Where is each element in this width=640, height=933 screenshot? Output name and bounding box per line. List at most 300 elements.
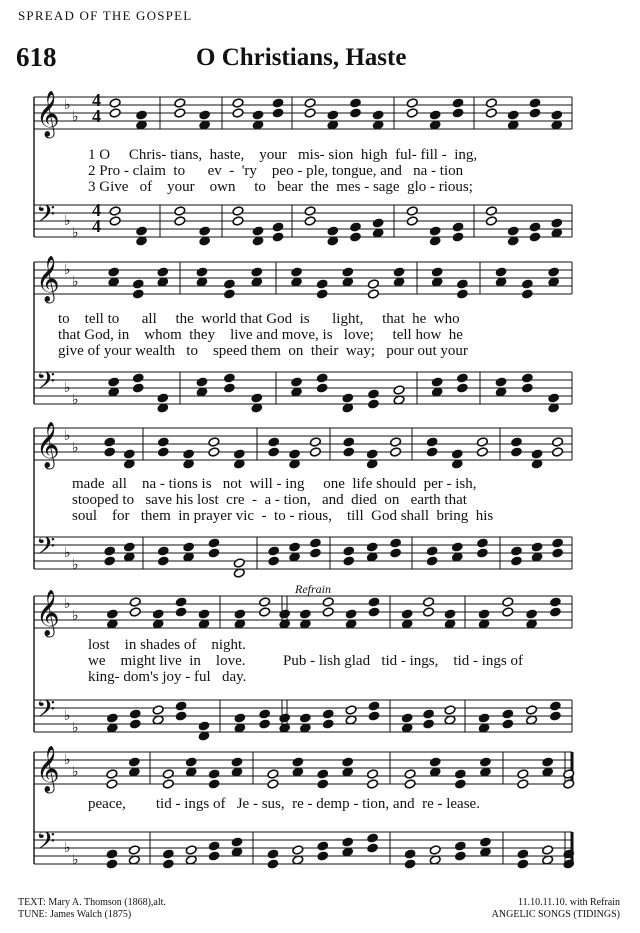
note-head — [175, 701, 187, 711]
lyric-line: king- dom's joy - ful day. — [88, 669, 247, 685]
note-head — [549, 701, 561, 711]
note-head — [404, 779, 416, 789]
text-credit: TEXT: Mary A. Thomson (1868),alt. — [18, 897, 166, 908]
note-head — [454, 841, 466, 851]
note-head — [367, 833, 379, 843]
note-head — [208, 841, 220, 851]
note-head — [252, 110, 264, 120]
note-head — [429, 110, 441, 120]
note-head — [426, 447, 438, 457]
flat-sign-icon: ♭ — [64, 708, 71, 724]
treble-clef-icon: 𝄞 — [36, 256, 60, 302]
note-head — [452, 222, 464, 232]
note-head — [322, 719, 334, 729]
note-head — [366, 449, 378, 459]
note-head — [342, 267, 354, 277]
note-head — [106, 779, 118, 789]
note-head — [531, 542, 543, 552]
note-head — [129, 597, 141, 607]
note-head — [345, 609, 357, 619]
note-head — [342, 837, 354, 847]
note-head — [511, 556, 523, 566]
treble-clef-icon: 𝄞 — [36, 422, 60, 468]
credits-right — [492, 897, 620, 921]
note-head — [372, 218, 384, 228]
lyric-line: 3 Give of your own to bear the mes - sage glo - rious; — [88, 179, 473, 195]
note-head — [390, 437, 402, 447]
section-label: SPREAD OF THE GOSPEL — [18, 8, 193, 23]
note-head — [431, 377, 443, 387]
flat-sign-icon: ♭ — [72, 764, 79, 780]
note-head — [198, 609, 210, 619]
note-head — [368, 597, 380, 607]
note-head — [268, 546, 280, 556]
bass-clef-icon: 𝄢 — [36, 200, 56, 235]
lyric-line: we might live in love. Pub - lish glad tid - ings, tid - ings of — [88, 653, 523, 669]
note-head — [304, 98, 316, 108]
flat-sign-icon: ♭ — [72, 392, 79, 408]
note-head — [162, 779, 174, 789]
note-head — [526, 609, 538, 619]
note-head — [309, 548, 321, 558]
note-head — [456, 279, 468, 289]
note-head — [208, 851, 220, 861]
note-head — [542, 757, 554, 767]
note-head — [406, 216, 418, 226]
note-head — [223, 279, 235, 289]
note-head — [350, 98, 362, 108]
note-head — [106, 859, 118, 869]
note-head — [521, 373, 533, 383]
note-head — [123, 449, 135, 459]
note-head — [132, 289, 144, 299]
note-head — [259, 719, 271, 729]
note-head — [549, 711, 561, 721]
note-head — [174, 216, 186, 226]
note-head — [183, 449, 195, 459]
meter-credit: 11.10.11.10. with Refrain — [517, 897, 620, 908]
note-head — [185, 845, 197, 855]
note-head — [444, 705, 456, 715]
note-head — [529, 222, 541, 232]
time-signature-bottom-treble: 4 — [92, 106, 101, 126]
note-head — [552, 437, 564, 447]
note-head — [521, 289, 533, 299]
note-head — [552, 538, 564, 548]
note-head — [208, 437, 220, 447]
note-head — [343, 556, 355, 566]
bass-clef-icon: 𝄢 — [36, 367, 56, 402]
note-head — [109, 98, 121, 108]
note-head — [502, 597, 514, 607]
note-head — [476, 447, 488, 457]
note-head — [109, 108, 121, 118]
note-head — [367, 289, 379, 299]
note-head — [401, 713, 413, 723]
note-head — [517, 859, 529, 869]
credits-left — [18, 897, 166, 921]
note-head — [478, 609, 490, 619]
note-head — [517, 769, 529, 779]
note-head — [444, 609, 456, 619]
flat-sign-icon: ♭ — [72, 225, 79, 241]
note-head — [502, 719, 514, 729]
note-head — [136, 110, 148, 120]
note-head — [259, 607, 271, 617]
note-head — [316, 373, 328, 383]
treble-clef-icon: 𝄞 — [36, 746, 60, 792]
note-head — [451, 542, 463, 552]
lyric-line: 2 Pro - claim to ev - 'ry peo - ple, tongue, and na - tion — [88, 163, 464, 179]
note-head — [292, 845, 304, 855]
note-head — [152, 705, 164, 715]
bass-clef-icon: 𝄢 — [36, 532, 56, 567]
note-head — [272, 222, 284, 232]
note-head — [454, 769, 466, 779]
lyric-line: made all na - tions is not will - ing one life should per - ish, — [72, 476, 477, 492]
note-head — [223, 289, 235, 299]
lyric-line: to tell to all the world that God is light, that he who — [58, 311, 460, 327]
note-head — [322, 607, 334, 617]
note-head — [511, 546, 523, 556]
note-head — [342, 393, 354, 403]
note-head — [234, 609, 246, 619]
note-head — [479, 837, 491, 847]
note-head — [128, 845, 140, 855]
lyric-line: 1 O Chris- tians, haste, your mis- sion high ful- fill - ing, — [88, 147, 478, 163]
flat-sign-icon: ♭ — [72, 440, 79, 456]
note-head — [316, 289, 328, 299]
note-head — [529, 232, 541, 242]
note-head — [529, 108, 541, 118]
note-head — [552, 447, 564, 457]
note-head — [267, 779, 279, 789]
note-head — [268, 437, 280, 447]
treble-clef-icon: 𝄞 — [36, 91, 60, 137]
note-head — [289, 449, 301, 459]
note-head — [426, 546, 438, 556]
lyric-line: soul for them in prayer vic - to - rious, till God shall bring his — [72, 508, 494, 524]
note-head — [316, 383, 328, 393]
note-head — [521, 383, 533, 393]
note-head — [106, 609, 118, 619]
lyric-line: give of your wealth to speed them on their way; pour out your — [58, 343, 468, 359]
note-head — [231, 757, 243, 767]
note-head — [259, 597, 271, 607]
note-head — [551, 218, 563, 228]
flat-sign-icon: ♭ — [64, 213, 71, 229]
note-head — [268, 447, 280, 457]
note-head — [132, 373, 144, 383]
note-head — [521, 279, 533, 289]
note-head — [350, 108, 362, 118]
note-head — [485, 216, 497, 226]
note-head — [251, 267, 263, 277]
flat-sign-icon: ♭ — [64, 752, 71, 768]
note-head — [456, 289, 468, 299]
note-head — [343, 437, 355, 447]
note-head — [291, 377, 303, 387]
note-head — [272, 108, 284, 118]
note-head — [429, 845, 441, 855]
note-head — [304, 108, 316, 118]
note-head — [196, 267, 208, 277]
refrain-label: Refrain — [295, 582, 331, 596]
note-head — [208, 769, 220, 779]
note-head — [367, 843, 379, 853]
flat-sign-icon: ♭ — [72, 720, 79, 736]
note-head — [304, 216, 316, 226]
note-head — [345, 705, 357, 715]
note-head — [451, 449, 463, 459]
flat-sign-icon: ♭ — [64, 545, 71, 561]
note-head — [233, 558, 245, 568]
note-head — [542, 845, 554, 855]
note-head — [299, 713, 311, 723]
note-head — [368, 607, 380, 617]
note-head — [106, 849, 118, 859]
note-head — [393, 385, 405, 395]
note-head — [423, 709, 435, 719]
note-head — [104, 437, 116, 447]
note-head — [291, 267, 303, 277]
note-head — [526, 705, 538, 715]
note-head — [343, 546, 355, 556]
note-head — [267, 849, 279, 859]
note-head — [452, 232, 464, 242]
note-head — [406, 206, 418, 216]
note-head — [232, 98, 244, 108]
flat-sign-icon: ♭ — [72, 852, 79, 868]
note-head — [174, 98, 186, 108]
time-signature-bottom-bass: 4 — [92, 216, 101, 236]
note-head — [157, 267, 169, 277]
note-head — [367, 389, 379, 399]
note-head — [426, 437, 438, 447]
note-head — [368, 701, 380, 711]
note-head — [183, 542, 195, 552]
note-head — [252, 226, 264, 236]
note-head — [174, 108, 186, 118]
note-head — [299, 609, 311, 619]
hymn-number: 618 — [16, 42, 57, 72]
note-head — [456, 373, 468, 383]
note-head — [208, 779, 220, 789]
note-head — [478, 713, 490, 723]
note-head — [157, 447, 169, 457]
note-head — [109, 206, 121, 216]
note-head — [429, 226, 441, 236]
note-head — [423, 597, 435, 607]
note-head — [322, 709, 334, 719]
note-head — [529, 98, 541, 108]
note-head — [268, 556, 280, 566]
note-head — [157, 393, 169, 403]
note-head — [199, 110, 211, 120]
note-head — [223, 383, 235, 393]
note-head — [279, 609, 291, 619]
note-head — [327, 226, 339, 236]
lyric-line: stooped to save his lost cre - a - tion, and died on earth that — [72, 492, 467, 508]
note-head — [426, 556, 438, 566]
note-head — [109, 216, 121, 226]
note-head — [128, 757, 140, 767]
note-head — [309, 437, 321, 447]
note-head — [367, 399, 379, 409]
note-head — [511, 437, 523, 447]
note-head — [476, 548, 488, 558]
tune-credit: TUNE: James Walch (1875) — [18, 909, 132, 920]
note-head — [304, 206, 316, 216]
note-head — [479, 757, 491, 767]
note-head — [548, 393, 560, 403]
note-head — [390, 538, 402, 548]
note-head — [309, 447, 321, 457]
note-head — [502, 607, 514, 617]
note-head — [454, 851, 466, 861]
note-head — [327, 110, 339, 120]
note-head — [372, 110, 384, 120]
note-head — [129, 709, 141, 719]
note-head — [259, 709, 271, 719]
note-head — [232, 108, 244, 118]
note-head — [454, 779, 466, 789]
note-head — [162, 859, 174, 869]
note-head — [208, 538, 220, 548]
note-head — [123, 542, 135, 552]
flat-sign-icon: ♭ — [72, 109, 79, 125]
note-head — [367, 769, 379, 779]
time-signature-top-bass: 4 — [92, 200, 101, 220]
note-head — [495, 377, 507, 387]
note-head — [517, 849, 529, 859]
note-head — [485, 108, 497, 118]
note-head — [132, 383, 144, 393]
note-head — [279, 713, 291, 723]
note-head — [231, 837, 243, 847]
note-head — [429, 757, 441, 767]
note-head — [108, 377, 120, 387]
flat-sign-icon: ♭ — [72, 608, 79, 624]
note-head — [406, 108, 418, 118]
note-head — [185, 757, 197, 767]
note-head — [317, 769, 329, 779]
note-head — [485, 206, 497, 216]
flat-sign-icon: ♭ — [64, 840, 71, 856]
bass-clef-icon: 𝄢 — [36, 695, 56, 730]
note-head — [232, 206, 244, 216]
note-head — [507, 110, 519, 120]
flat-sign-icon: ♭ — [64, 97, 71, 113]
note-head — [162, 849, 174, 859]
note-head — [423, 607, 435, 617]
note-head — [452, 108, 464, 118]
note-head — [152, 609, 164, 619]
note-head — [551, 110, 563, 120]
note-head — [174, 206, 186, 216]
note-head — [511, 447, 523, 457]
note-head — [404, 859, 416, 869]
note-head — [157, 546, 169, 556]
note-head — [292, 757, 304, 767]
note-head — [423, 719, 435, 729]
tune-name-credit: ANGELIC SONGS (TIDINGS) — [491, 909, 620, 920]
note-head — [223, 373, 235, 383]
note-head — [507, 226, 519, 236]
note-head — [267, 859, 279, 869]
note-head — [136, 226, 148, 236]
note-head — [234, 713, 246, 723]
note-head — [317, 851, 329, 861]
note-head — [367, 279, 379, 289]
note-head — [322, 597, 334, 607]
note-head — [342, 757, 354, 767]
note-head — [272, 98, 284, 108]
lyric-line: that God, in whom they live and move, is love; tell how he — [58, 327, 463, 343]
note-head — [495, 267, 507, 277]
note-head — [552, 548, 564, 558]
note-head — [106, 713, 118, 723]
note-head — [157, 556, 169, 566]
note-head — [431, 267, 443, 277]
note-head — [531, 449, 543, 459]
flat-sign-icon: ♭ — [64, 596, 71, 612]
note-head — [343, 447, 355, 457]
note-head — [368, 711, 380, 721]
note-head — [289, 542, 301, 552]
note-head — [104, 556, 116, 566]
note-head — [232, 216, 244, 226]
note-head — [267, 769, 279, 779]
note-head — [548, 267, 560, 277]
note-head — [390, 548, 402, 558]
note-head — [404, 849, 416, 859]
treble-clef-icon: 𝄞 — [36, 590, 60, 636]
note-head — [199, 226, 211, 236]
bass-clef-icon: 𝄢 — [36, 827, 56, 862]
note-head — [350, 222, 362, 232]
note-head — [104, 546, 116, 556]
note-head — [175, 597, 187, 607]
note-head — [175, 607, 187, 617]
flat-sign-icon: ♭ — [64, 262, 71, 278]
note-head — [175, 711, 187, 721]
note-head — [196, 377, 208, 387]
note-head — [517, 779, 529, 789]
note-head — [132, 279, 144, 289]
note-head — [476, 437, 488, 447]
note-head — [367, 779, 379, 789]
hymn-title: O Christians, Haste — [196, 44, 407, 71]
note-head — [406, 98, 418, 108]
note-head — [208, 548, 220, 558]
lyric-line: lost in shades of night. — [88, 637, 246, 653]
time-signature-top-treble: 4 — [92, 90, 101, 110]
note-head — [129, 719, 141, 729]
note-head — [129, 607, 141, 617]
note-head — [309, 538, 321, 548]
flat-sign-icon: ♭ — [72, 274, 79, 290]
note-head — [350, 232, 362, 242]
note-head — [108, 267, 120, 277]
note-head — [317, 841, 329, 851]
note-head — [390, 447, 402, 457]
flat-sign-icon: ♭ — [64, 428, 71, 444]
note-head — [272, 232, 284, 242]
note-head — [316, 279, 328, 289]
flat-sign-icon: ♭ — [72, 557, 79, 573]
note-head — [549, 607, 561, 617]
